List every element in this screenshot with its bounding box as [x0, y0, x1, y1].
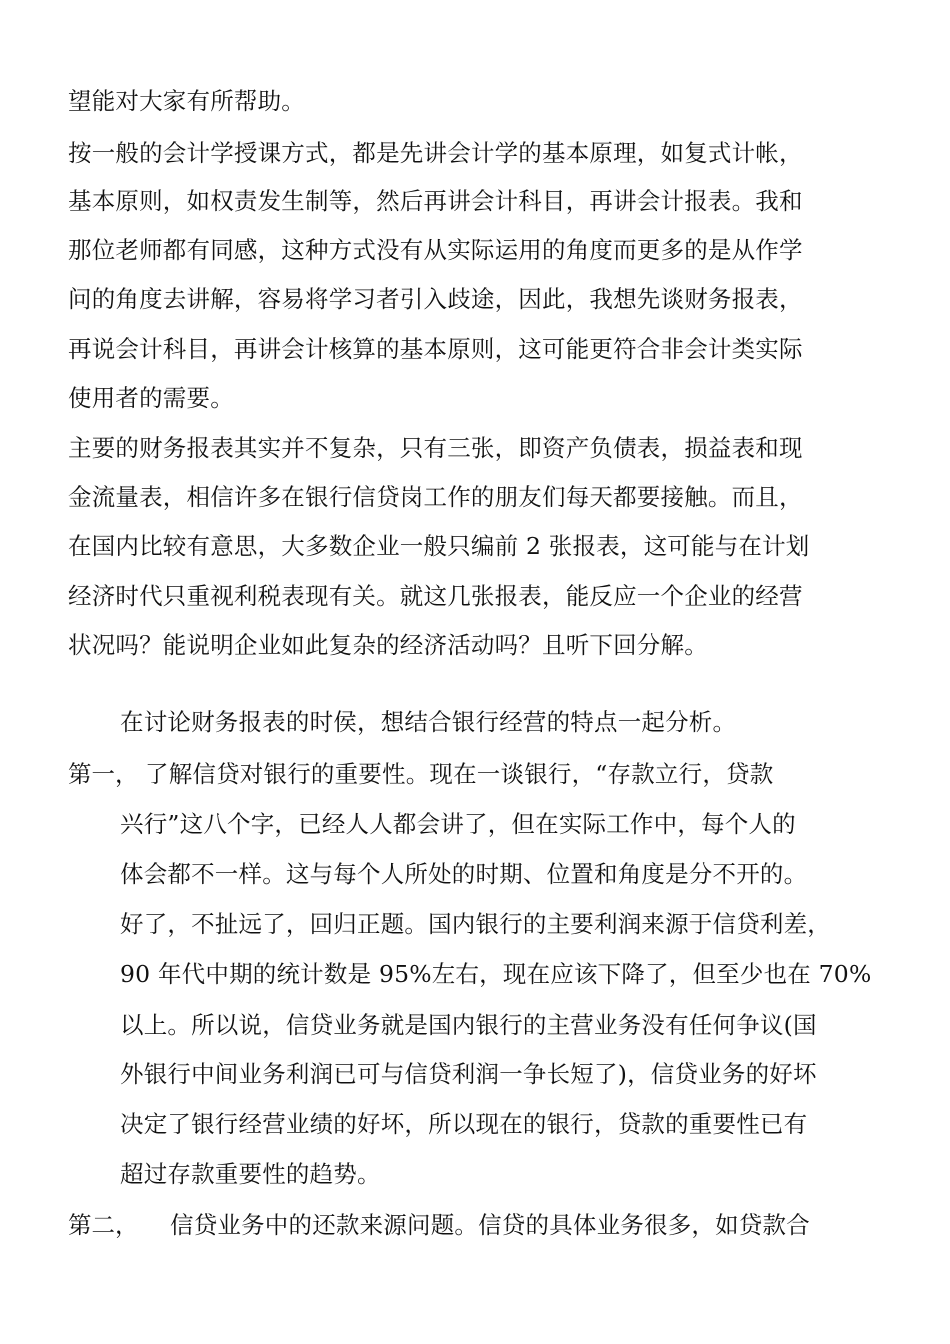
- item1-line: 90 年代中期的统计数是 95%左右，现在应该下降了，但至少也在 70%: [120, 960, 872, 988]
- paragraph2-line: 状况吗？能说明企业如此复杂的经济活动吗？且听下回分解。: [68, 631, 708, 659]
- paragraph2-line: 主要的财务报表其实并不复杂，只有三张，即资产负债表，损益表和现: [68, 434, 803, 462]
- item1-line: 外银行中间业务利润已可与信贷利润一争长短了)，信贷业务的好坏: [120, 1060, 817, 1088]
- paragraph2-line: 在国内比较有意思，大多数企业一般只编前 2 张报表，这可能与在计划: [68, 532, 810, 560]
- item2-marker: 第二，: [68, 1211, 139, 1239]
- paragraph1-line: 基本原则，如权责发生制等，然后再讲会计科目，再讲会计报表。我和: [68, 187, 803, 215]
- section-intro: 在讨论财务报表的时侯，想结合银行经营的特点一起分析。: [120, 708, 737, 736]
- paragraph2-line: 金流量表，相信许多在银行信贷岗工作的朋友们每天都要接触。而且，: [68, 483, 803, 511]
- paragraph1-line: 问的角度去讲解，容易将学习者引入歧途，因此，我想先谈财务报表，: [68, 285, 803, 313]
- item1-line: 兴行”这八个字，已经人人都会讲了，但在实际工作中，每个人的: [120, 810, 796, 838]
- item2-line: 信贷业务中的还款来源问题。信贷的具体业务很多，如贷款合: [170, 1211, 810, 1239]
- paragraph1-line: 再说会计科目，再讲会计核算的基本原则，这可能更符合非会计类实际: [68, 335, 803, 363]
- item1-line: 好了，不扯远了，回归正题。国内银行的主要利润来源于信贷利差，: [120, 910, 831, 938]
- paragraph1-line: 使用者的需要。: [68, 384, 234, 412]
- item1-line: 超过存款重要性的趋势。: [120, 1160, 381, 1188]
- paragraph1-line: 那位老师都有同感，这种方式没有从实际运用的角度而更多的是从作学: [68, 236, 803, 264]
- paragraph1-line: 按一般的会计学授课方式，都是先讲会计学的基本原理，如复式计帐，: [68, 139, 803, 167]
- item1-line: 体会都不一样。这与每个人所处的时期、位置和角度是分不开的。: [120, 860, 808, 888]
- intro-continuation: 望能对大家有所帮助。: [68, 87, 305, 115]
- item1-line: 以上。所以说，信贷业务就是国内银行的主营业务没有任何争议(国: [120, 1011, 817, 1039]
- item1-line: 了解信贷对银行的重要性。现在一谈银行，“存款立行，贷款: [145, 760, 774, 788]
- paragraph2-line: 经济时代只重视利税表现有关。就这几张报表，能反应一个企业的经营: [68, 582, 803, 610]
- item1-line: 决定了银行经营业绩的好坏，所以现在的银行，贷款的重要性已有: [120, 1110, 808, 1138]
- item1-marker: 第一，: [68, 760, 139, 788]
